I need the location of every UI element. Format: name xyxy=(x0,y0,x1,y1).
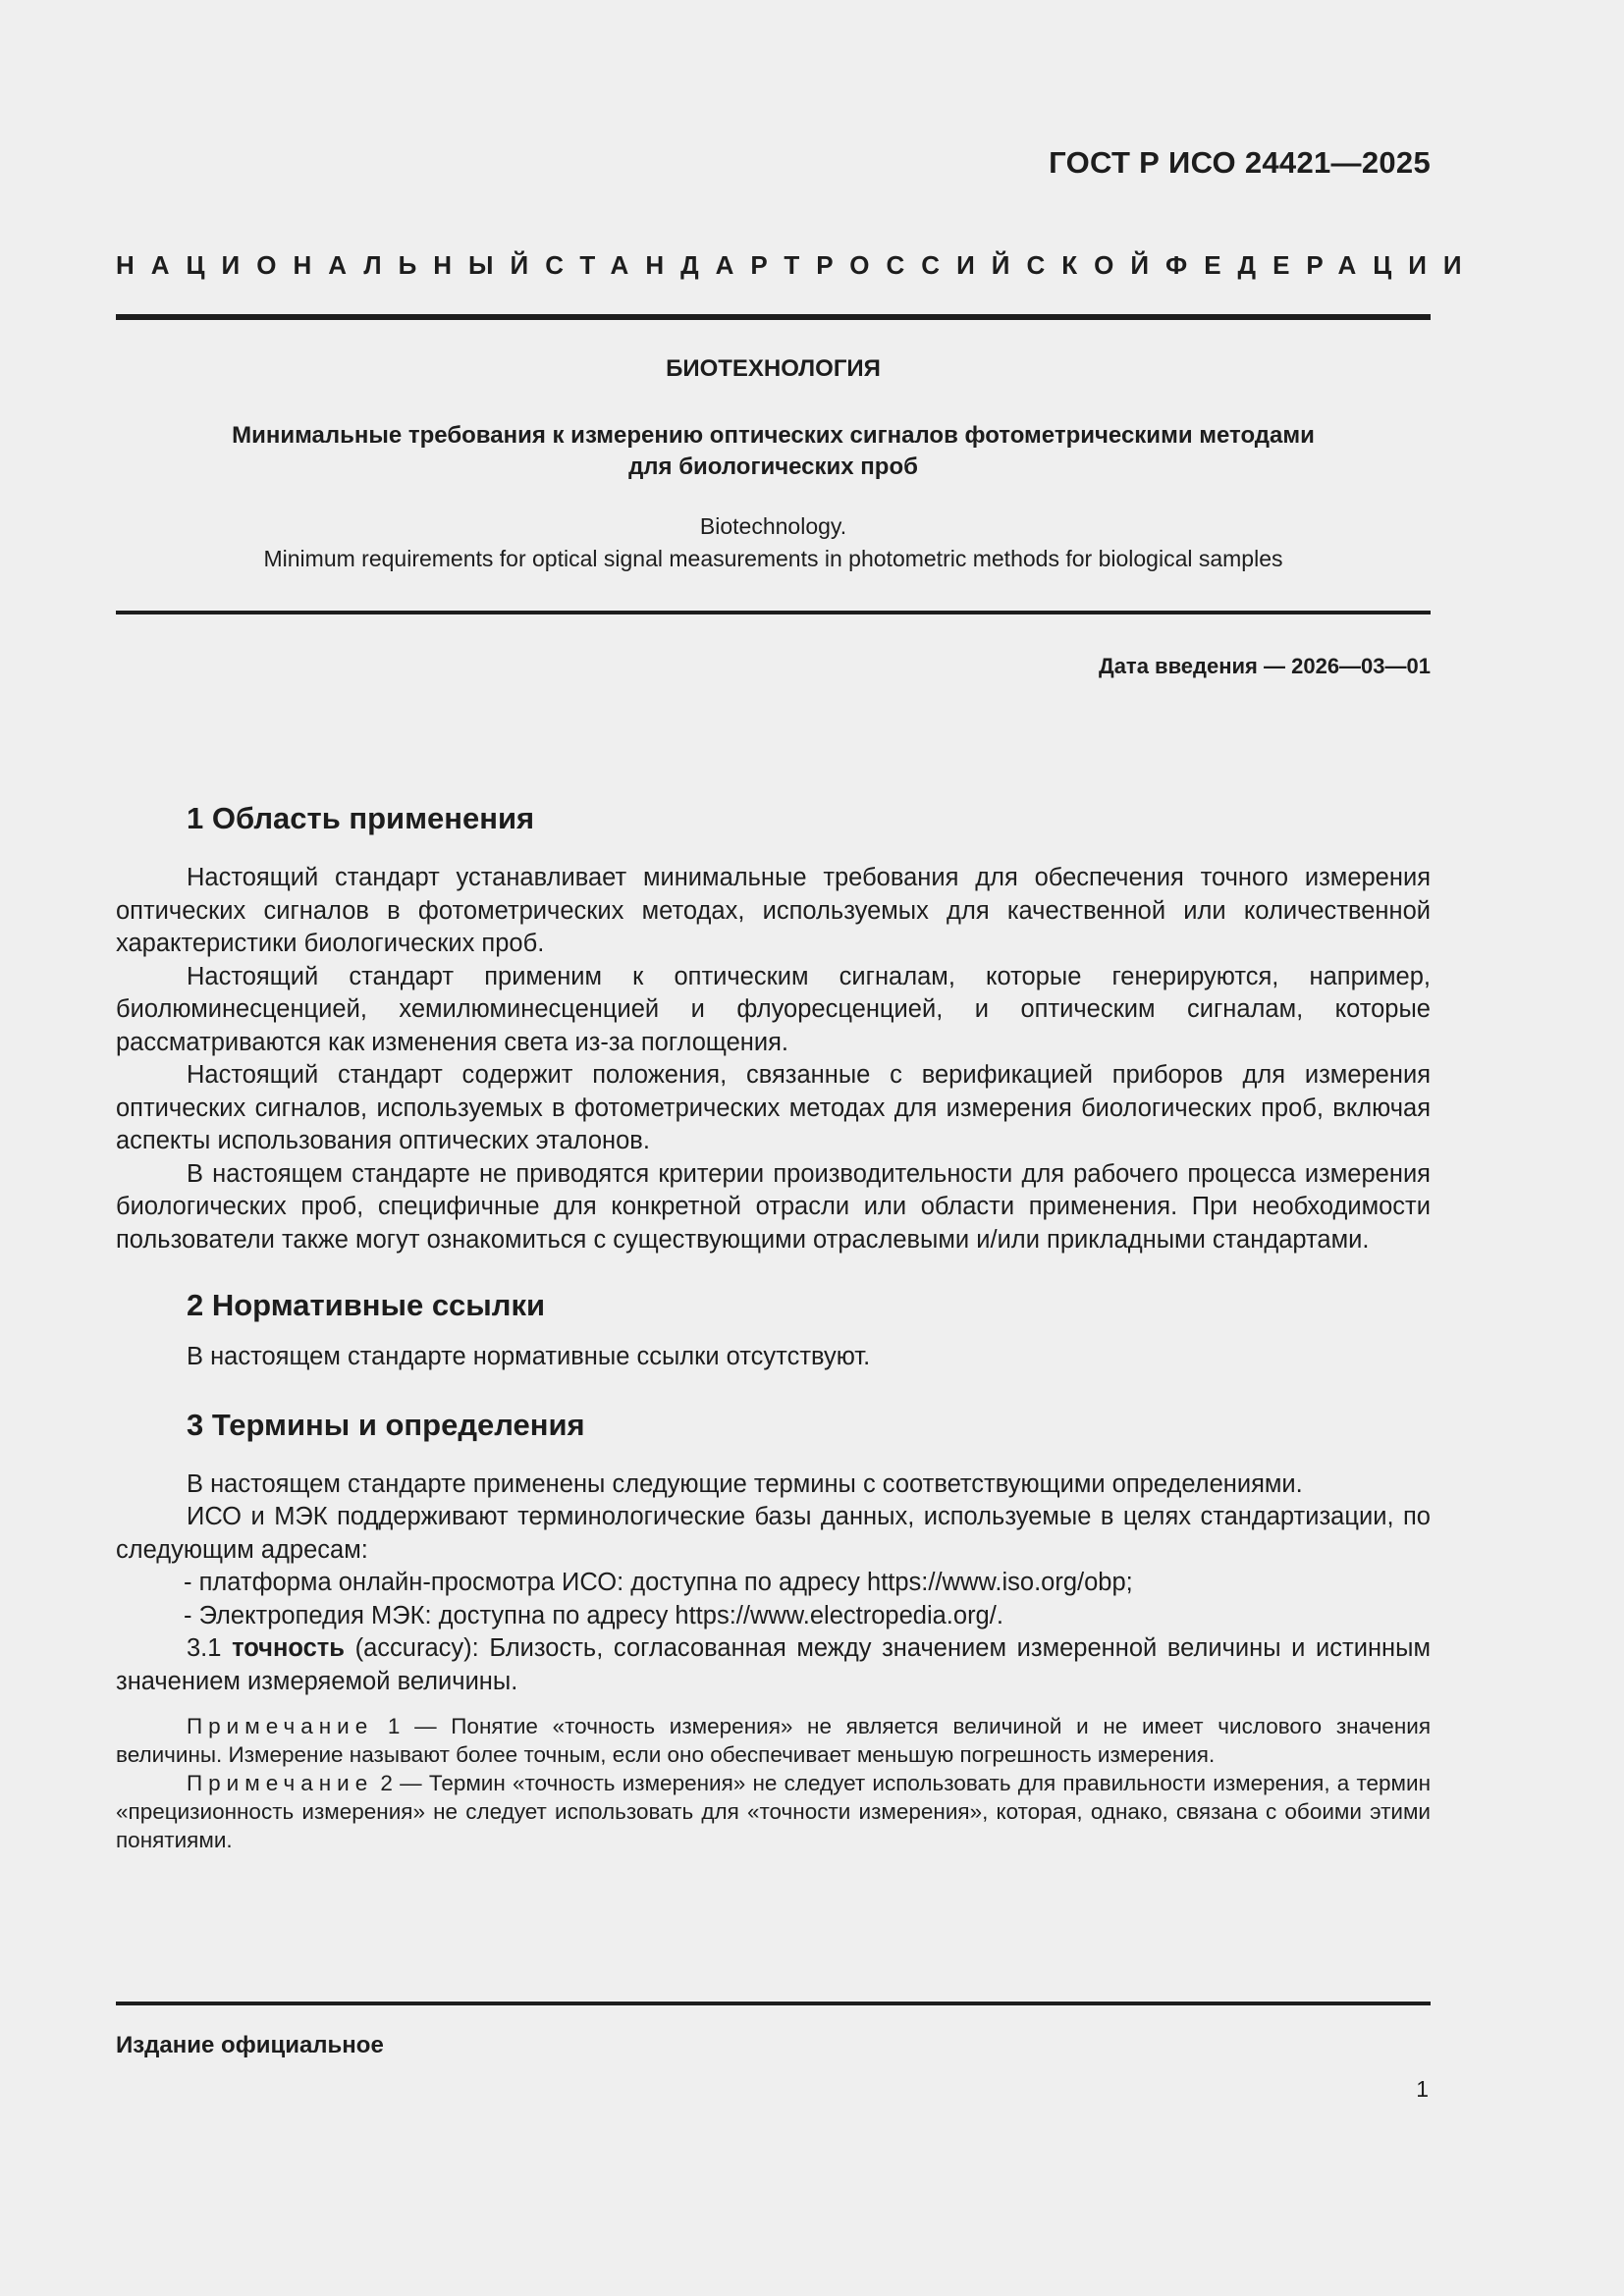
banner-word: ФЕДЕРАЦИИ xyxy=(1165,250,1479,280)
section-heading: 1 Область применения xyxy=(187,801,535,835)
banner-word: РОССИЙСКОЙ xyxy=(816,250,1166,280)
note xyxy=(116,1769,1431,1854)
list-item: - платформа онлайн-просмотра ИСО: доступна по адресу https://www.iso.org/obp; xyxy=(184,1569,1133,1596)
paragraph: ИСО и МЭК поддерживают терминологические базы данных, используемые в целях стандартизации, по следующим адресам: xyxy=(116,1503,1431,1564)
subtitle-line: для биологических проб xyxy=(628,454,918,480)
note-text: — Понятие «точность измерения» не является величиной и не имеет числового значения величины. Измерение называют более точным, если оно обеспечивает меньшую погрешность измерения. xyxy=(116,1714,1431,1767)
english-title xyxy=(116,510,1431,575)
paragraph: В настоящем стандарте нормативные ссылки отсутствуют. xyxy=(187,1343,871,1370)
topic-title: БИОТЕХНОЛОГИЯ xyxy=(666,355,881,382)
english-title-line: Biotechnology. xyxy=(699,513,847,539)
page-number: 1 xyxy=(1416,2076,1429,2102)
document-subtitle xyxy=(116,420,1431,483)
introduction-date: Дата введения — 2026—03—01 xyxy=(1099,654,1431,678)
document-page xyxy=(116,0,1479,2296)
paragraph: В настоящем стандарте применены следующие термины с соответствующими определениями. xyxy=(187,1469,1303,1498)
official-edition-label: Издание официальное xyxy=(116,2032,384,2058)
paragraph: Настоящий стандарт содержит положения, связанные с верификацией приборов для измерения оптических сигналов, используемых в фотометрических методах для измерения биологических проб, включая аспекты использования оптических эталонов. xyxy=(116,1061,1431,1154)
section-heading: 3 Термины и определения xyxy=(187,1407,585,1442)
national-standard-banner xyxy=(116,250,1479,281)
footer-rule xyxy=(116,2002,1431,2005)
term-definition xyxy=(116,1632,1431,1698)
note-number: 2 xyxy=(373,1771,393,1795)
banner-word: НАЦИОНАЛЬНЫЙ xyxy=(116,250,546,280)
note-number: 1 xyxy=(373,1714,401,1738)
term-text: (accuracy): Близость, согласованная между значением измеренной величины и истинным значением измеряемой величины. xyxy=(116,1634,1431,1695)
term: точность xyxy=(232,1634,345,1662)
note-text: — Термин «точность измерения» не следует использовать для правильности измерения, а термин «прецизионность измерения» не следует использовать для «точности измерения», которая, однако, связана с обоими этими понятиями. xyxy=(116,1771,1432,1852)
document-body xyxy=(116,797,1431,1854)
english-title-line: Minimum requirements for optical signal measurements in photometric methods for biological samples xyxy=(263,546,1283,571)
note-label: Примечание xyxy=(187,1771,374,1795)
paragraph: Настоящий стандарт применим к оптическим сигналам, которые генерируются, например, биолюминесценцией, хемилюминесценцией и флуоресценцией, и оптическим сигналам, которые рассматриваются как изменения света из-за поглощения. xyxy=(116,962,1431,1056)
paragraph: В настоящем стандарте не приводятся критерии производительности для рабочего процесса измерения биологических проб, специфичные для конкретной отрасли или области применения. При необходимости пользователи также могут ознакомиться с существующими отраслевыми и/или прикладными стандартами. xyxy=(116,1159,1431,1254)
subtitle-line: Минимальные требования к измерению оптических сигналов фотометрическими методами xyxy=(232,422,1315,449)
section-heading: 2 Нормативные ссылки xyxy=(187,1288,546,1322)
note-label: Примечание xyxy=(187,1714,374,1738)
banner-word: СТАНДАРТ xyxy=(545,250,817,280)
term-number: 3.1 xyxy=(187,1634,233,1662)
list-item: - Электропедия МЭК: доступна по адресу https://www.electropedia.org/. xyxy=(184,1601,1003,1629)
standard-number: ГОСТ Р ИСО 24421—2025 xyxy=(1049,145,1431,180)
title-rule xyxy=(116,611,1431,614)
top-rule xyxy=(116,314,1431,320)
paragraph: Настоящий стандарт устанавливает минимальные требования для обеспечения точного измерения оптических сигналов в фотометрических методах, используемых для качественной или количественной характеристики биологических проб. xyxy=(116,864,1431,957)
note xyxy=(116,1712,1431,1769)
